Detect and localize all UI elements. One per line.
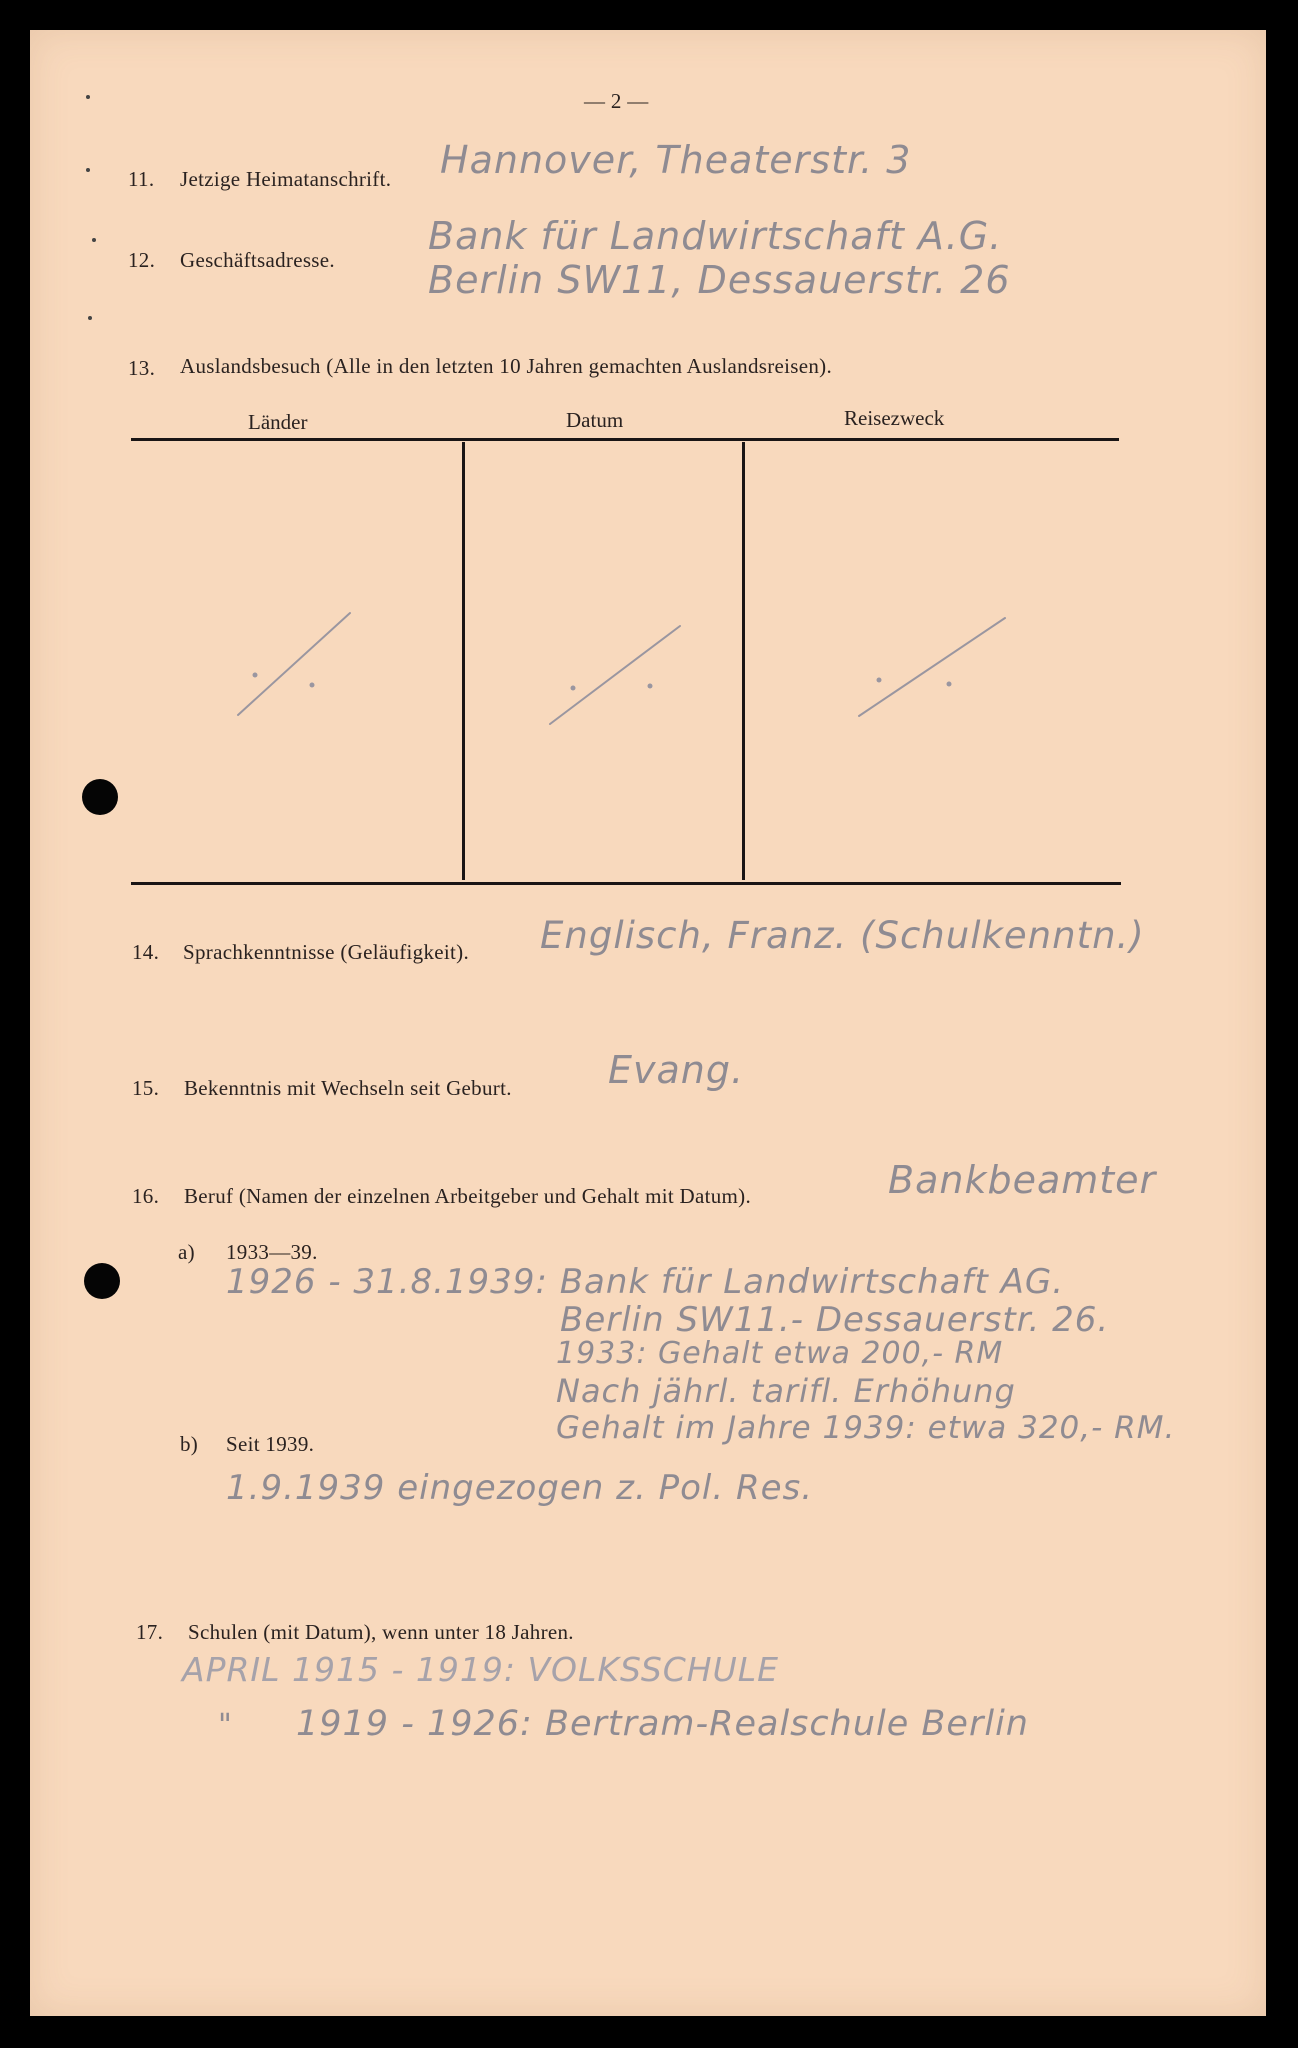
empty-cell-mark <box>545 620 675 730</box>
q16a-line1: 1926 - 31.8.1939: Bank für Landwirtschaft AG. <box>226 1262 1065 1302</box>
q16a-line4: Nach jährl. tarifl. Erhöhung <box>556 1372 1016 1410</box>
q11-number: 11. <box>128 167 155 191</box>
q14-label: Sprachkenntnisse (Geläufigkeit). <box>183 940 470 964</box>
q17-line1: APRIL 1915 - 1919: VOLKSSCHULE <box>182 1650 780 1689</box>
table-header-reisezweck: Reisezweck <box>844 406 945 430</box>
q16-answer: Bankbeamter <box>888 1158 1157 1202</box>
q15-number: 15. <box>132 1076 160 1100</box>
page-number: — 2 — <box>584 89 649 113</box>
q17-ditto: " <box>218 1708 233 1743</box>
table-header-laender: Länder <box>248 410 308 434</box>
q16a-line3: 1933: Gehalt etwa 200,- RM <box>556 1336 1004 1371</box>
q17-label: Schulen (mit Datum), wenn unter 18 Jahren. <box>188 1620 574 1644</box>
table-bottom-rule <box>131 882 1121 885</box>
q17-number: 17. <box>136 1620 164 1644</box>
margin-dot <box>88 316 92 320</box>
q16a-text: 1933—39. <box>226 1240 318 1264</box>
q16b-label: b) <box>180 1432 199 1456</box>
q12-answer-line2: Berlin SW11, Dessauerstr. 26 <box>428 258 1011 302</box>
q12-answer-line1: Bank für Landwirtschaft A.G. <box>428 214 1003 258</box>
q16a-label: a) <box>178 1240 195 1264</box>
margin-dot <box>86 95 90 99</box>
table-top-rule <box>131 438 1119 441</box>
q15-answer: Evang. <box>608 1048 745 1092</box>
q13-number: 13. <box>128 356 156 380</box>
q11-label: Jetzige Heimatanschrift. <box>180 167 392 191</box>
q16a-line5: Gehalt im Jahre 1939: etwa 320,- RM. <box>556 1410 1176 1446</box>
q13-label: Auslandsbesuch (Alle in den letzten 10 Jahren gemachten Auslandsreisen). <box>180 354 832 378</box>
q16a-line2: Berlin SW11.- Dessauerstr. 26. <box>560 1300 1110 1340</box>
table-divider-1 <box>462 442 465 880</box>
q12-number: 12. <box>128 248 156 272</box>
q14-answer: Englisch, Franz. (Schulkenntn.) <box>540 914 1145 957</box>
q14-number: 14. <box>132 940 160 964</box>
q15-label: Bekenntnis mit Wechseln seit Geburt. <box>184 1076 512 1100</box>
empty-cell-mark <box>855 612 1015 722</box>
empty-cell-mark <box>230 605 360 725</box>
q11-answer: Hannover, Theaterstr. 3 <box>440 138 912 182</box>
q12-label: Geschäftsadresse. <box>180 248 335 272</box>
margin-dot <box>86 168 90 172</box>
margin-dot <box>92 238 96 242</box>
q16b-answer: 1.9.1939 eingezogen z. Pol. Res. <box>226 1468 814 1508</box>
q17-line2: 1919 - 1926: Bertram-Realschule Berlin <box>296 1704 1029 1744</box>
q16-number: 16. <box>132 1184 160 1208</box>
q16b-text: Seit 1939. <box>226 1432 315 1456</box>
table-header-datum: Datum <box>566 408 624 432</box>
punch-hole-top <box>82 779 118 815</box>
q16-label: Beruf (Namen der einzelnen Arbeitgeber und Gehalt mit Datum). <box>184 1184 752 1208</box>
punch-hole-bottom <box>84 1263 120 1299</box>
table-divider-2 <box>742 442 745 880</box>
